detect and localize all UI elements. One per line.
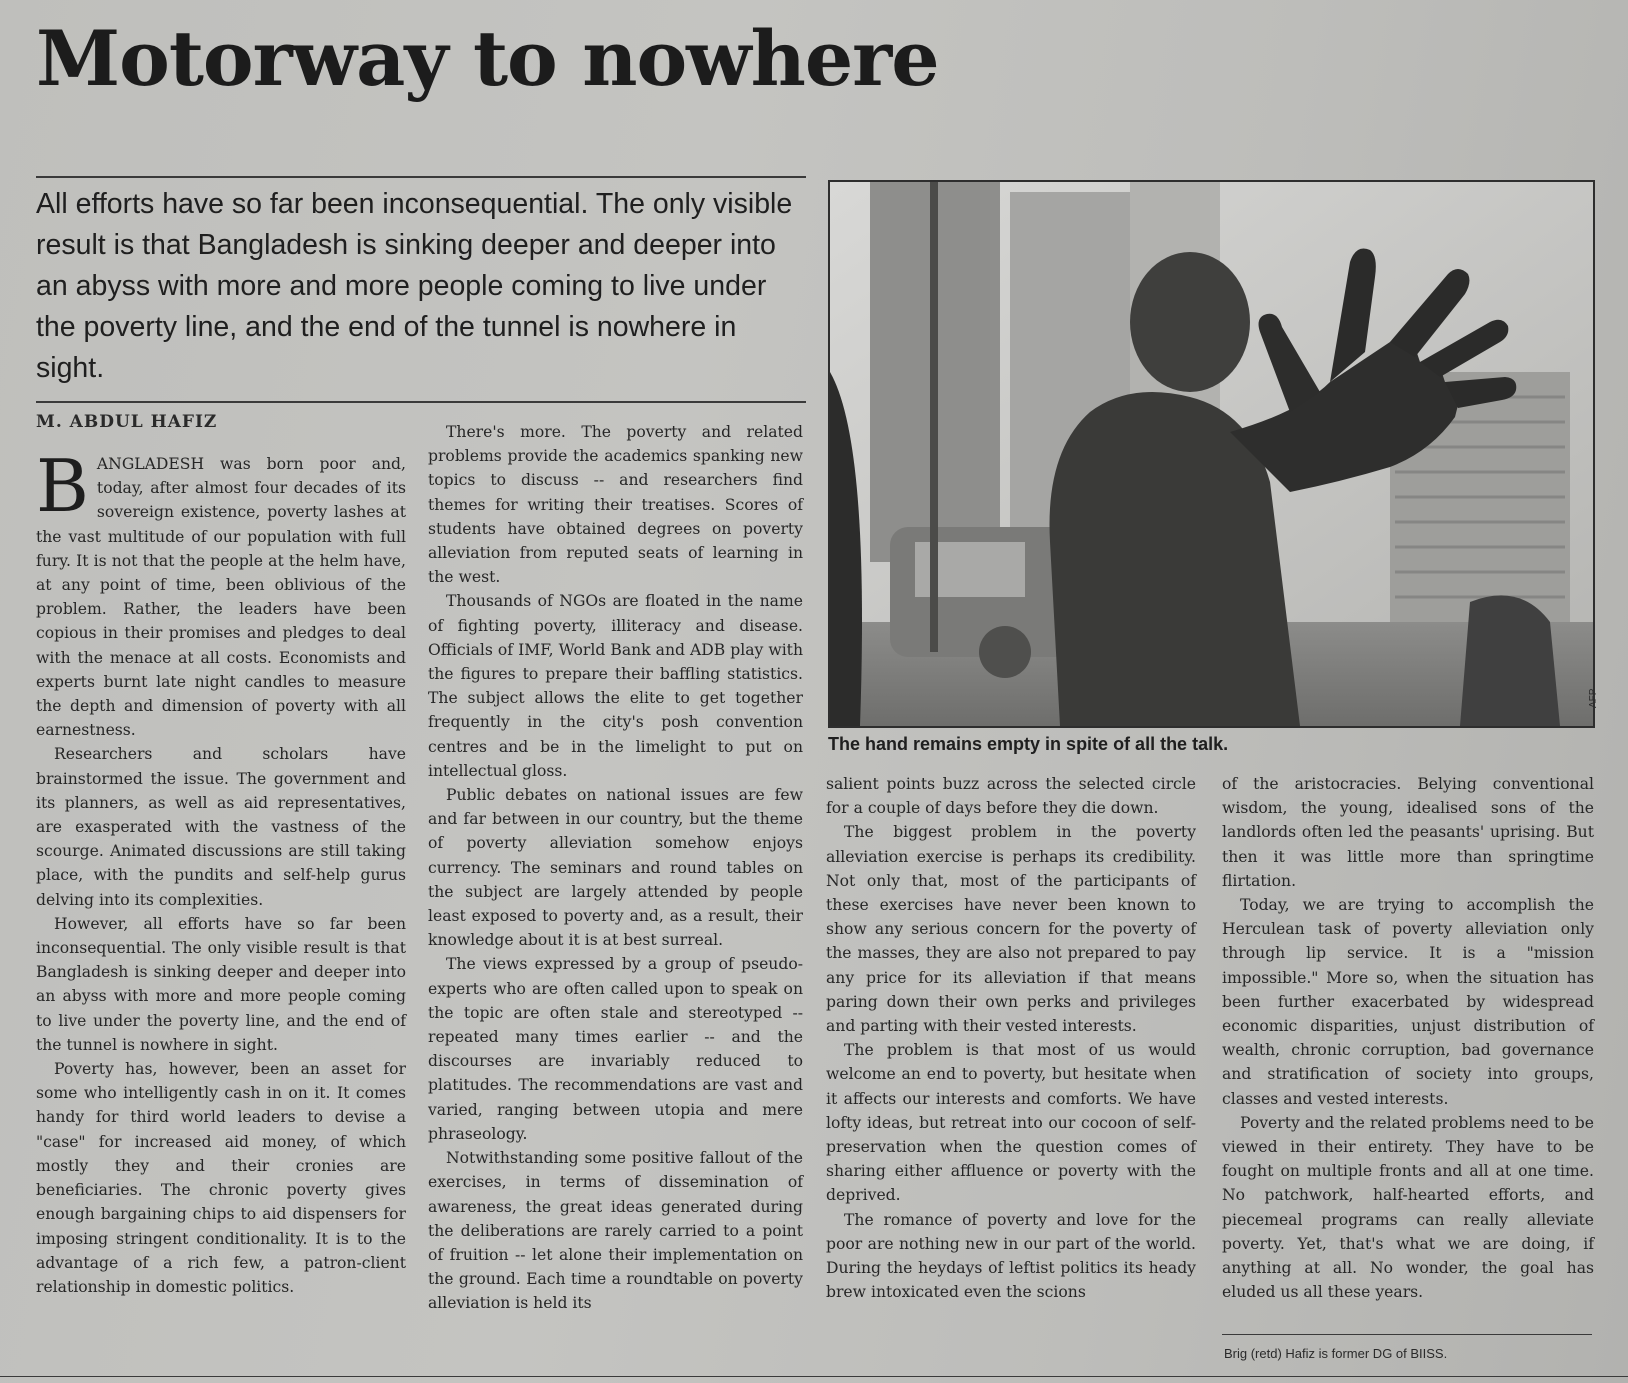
paragraph: The views expressed by a group of pseudo-experts who are often called upon to speak on the topic are often stale and stereotyped -- repeated many times earlier -- and the discourses are invariably reduced to platitudes. The recommendations are vast and varied, ranging between utopia and mere phraseology.	[428, 955, 803, 1143]
drop-cap: B	[36, 444, 89, 528]
paragraph: However, all efforts have so far been inconsequential. The only visible result is that Bangladesh is sinking deeper and deeper into an abyss with more and more people coming to live under the poverty line, and the end of the tunnel is nowhere in sight.	[36, 914, 406, 1054]
paragraph: salient points buzz across the selected circle for a couple of days before they die down.	[826, 775, 1196, 818]
photo-credit: AFP	[1588, 688, 1599, 708]
standfirst-top-rule	[36, 176, 806, 178]
paragraph: Poverty has, however, been an asset for some who intelligently cash in on it. It comes handy for third world leaders to devise a "case" for increased aid money, of which mostly they and their cronies are beneficiaries. The chronic poverty gives enough bargaining chips to aid dispensers for imposing stringent conditionality. It is to the advantage of a rich few, a patron-client relationship in domestic politics.	[36, 1060, 406, 1296]
photo-caption: The hand remains empty in spite of all the talk.	[828, 734, 1229, 754]
standfirst: All efforts have so far been inconsequential. The only visible result is that Bangladesh is sinking deeper and deeper into an abyss with more and more people coming to live under the poverty line, and the end of the tunnel is nowhere in sight.	[36, 188, 793, 384]
paragraph: Thousands of NGOs are floated in the name of fighting poverty, illiteracy and disease. Officials of IMF, World Bank and ADB play with the figures to prepare their baffling statistics. The subject allows the elite to get together frequently in the city's posh convention centres and be in the limelight to put on intellectual gloss.	[428, 592, 803, 780]
footnote-rule	[1222, 1334, 1592, 1335]
paragraph: Today, we are trying to accomplish the Herculean task of poverty alleviation only through lip service. It is a "mission impossible." More so, when the situation has been further exacerbated by widespread economic disparities, unjust distribution of wealth, chronic corruption, bad governance and stratification of society into groups, classes and vested interests.	[1222, 896, 1594, 1108]
byline: M. ABDUL HAFIZ	[36, 412, 218, 432]
paragraph: Public debates on national issues are few and far between in our country, but the theme of poverty alleviation somehow enjoys currency. The seminars and round tables on the subject are largely attended by people least exposed to poverty and, as a result, their knowledge about it is at best surreal.	[428, 786, 803, 950]
article-column-4	[1222, 772, 1594, 1304]
author-footnote: Brig (retd) Hafiz is former DG of BIISS.	[1224, 1346, 1448, 1361]
paragraph: The problem is that most of us would welcome an end to poverty, but hesitate when it affects our interests and comforts. We have lofty ideas, but retreat into our cocoon of self-preservation when the question comes of sharing either affluence or poverty with the deprived.	[826, 1041, 1196, 1205]
paragraph: of the aristocracies. Belying conventional wisdom, the young, idealised sons of the landlords often led the peasants' uprising. But then it was little more than springtime flirtation.	[1222, 775, 1594, 890]
article-column-1	[36, 444, 406, 1299]
article-column-3	[826, 772, 1196, 1304]
article-column-2	[428, 420, 803, 1316]
paragraph: There's more. The poverty and related problems provide the academics spanking new topics to discuss -- and researchers find themes for writing their treatises. Scores of students have obtained degrees on poverty alleviation from reputed seats of learning in the west.	[428, 423, 803, 587]
paragraph: BANGLADESH was born poor and, today, after almost four decades of its sovereign existence, poverty lashes at the vast multitude of our population with full fury. It is not that the people at the helm have, at any point of time, been oblivious of the problem. Rather, the leaders have been copious in their promises and pledges to deal with the menace at all costs. Economists and experts burnt late night candles to measure the depth and dimension of poverty with all earnestness.	[36, 444, 406, 740]
news-photo	[828, 180, 1595, 728]
page-bottom-rule	[0, 1376, 1628, 1377]
paragraph: The biggest problem in the poverty alleviation exercise is perhaps its credibility. Not only that, most of the participants of these exercises have never been known to show any serious concern for the poverty of the masses, they are also not prepared to pay any price for its alleviation if that means paring down their own perks and privileges and parting with their vested interests.	[826, 823, 1196, 1036]
outstretched-hand-photo	[830, 182, 1593, 726]
paragraph: Notwithstanding some positive fallout of the exercises, in terms of dissemination of awareness, the great ideas generated during the deliberations are rarely carried to a point of fruition -- let alone their implementation on the ground. Each time a roundtable on poverty alleviation is held its	[428, 1149, 803, 1313]
paragraph: The romance of poverty and love for the poor are nothing new in our part of the world. During the heydays of leftist politics its heady brew intoxicated even the scions	[826, 1210, 1196, 1302]
headline: Motorway to nowhere	[36, 14, 939, 103]
paragraph: Poverty and the related problems need to be viewed in their entirety. They have to be fought on multiple fronts and all at one time. No patchwork, half-hearted efforts, and piecemeal programs can really alleviate poverty. Yet, that's what we are doing, if anything at all. No wonder, the goal has eluded us all these years.	[1222, 1113, 1594, 1302]
standfirst-bottom-rule	[36, 401, 806, 403]
paragraph: Researchers and scholars have brainstormed the issue. The government and its planners, as well as aid representatives, are exasperated with the vastness of the scourge. Animated discussions are still taking place, with the pundits and self-help gurus delving into its complexities.	[36, 745, 406, 909]
